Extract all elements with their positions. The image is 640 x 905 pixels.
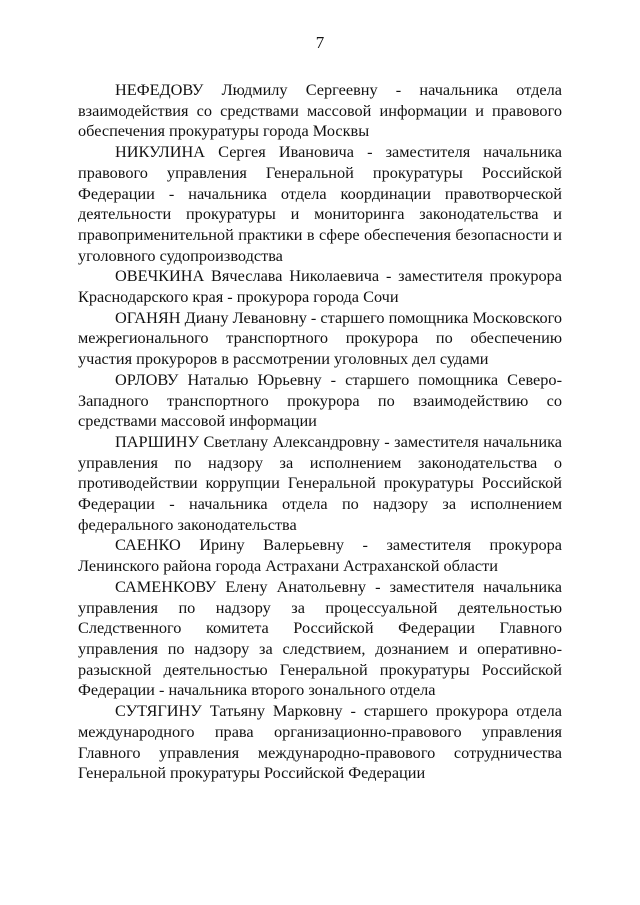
- paragraph-ovechkin: ОВЕЧКИНА Вячеслава Николаевича - заместителя прокурора Краснодарского края - прокурора города Сочи: [78, 266, 562, 307]
- paragraph-nikulin: НИКУЛИНА Сергея Ивановича - заместителя начальника правового управления Генеральной прокуратуры Российской Федерации - начальника отдела координации правотворческой деятельности прокуратуры и мониторинга законодательства и правоприменительной практики в сфере обеспечения безопасности и уголовного судопроизводства: [78, 142, 562, 265]
- paragraph-sutyagina: СУТЯГИНУ Татьяну Марковну - старшего прокурора отдела международного права организационно-правового управления Главного управления международно-правового сотрудничества Генеральной прокуратуры Российской Федерации: [78, 701, 562, 783]
- paragraph-saenko: САЕНКО Ирину Валерьевну - заместителя прокурора Ленинского района города Астрахани Астраханской области: [78, 535, 562, 576]
- page-number: 7: [315, 33, 325, 52]
- paragraph-samenkova: САМЕНКОВУ Елену Анатольевну - заместителя начальника управления по надзору за процессуальной деятельностью Следственного комитета Российской Федерации Главного управления по надзору за следствием, дознанием и оперативно-разыскной деятельностью Генеральной прокуратуры Российской Федерации - начальника второго зонального отдела: [78, 576, 562, 700]
- paragraph-parshina: ПАРШИНУ Светлану Александровну - заместителя начальника управления по надзору за исполнением законодательства о противодействии коррупции Генеральной прокуратуры Российской Федерации - начальника отдела по надзору за исполнением федерального законодательства: [78, 431, 562, 534]
- paragraph-oganyan: ОГАНЯН Диану Левановну - старшего помощника Московского межрегионального транспортного прокурора по обеспечению участия прокуроров в рассмотрении уголовных дел судами: [78, 307, 562, 369]
- paragraph-nefedova: НЕФЕДОВУ Людмилу Сергеевну - начальника отдела взаимодействия со средствами массовой информации и правового обеспечения прокуратуры города Москвы: [78, 80, 562, 141]
- paragraph-orlova: ОРЛОВУ Наталью Юрьевну - старшего помощника Северо-Западного транспортного прокурора по взаимодействию со средствами массовой информации: [78, 369, 562, 431]
- document-body: [78, 80, 562, 784]
